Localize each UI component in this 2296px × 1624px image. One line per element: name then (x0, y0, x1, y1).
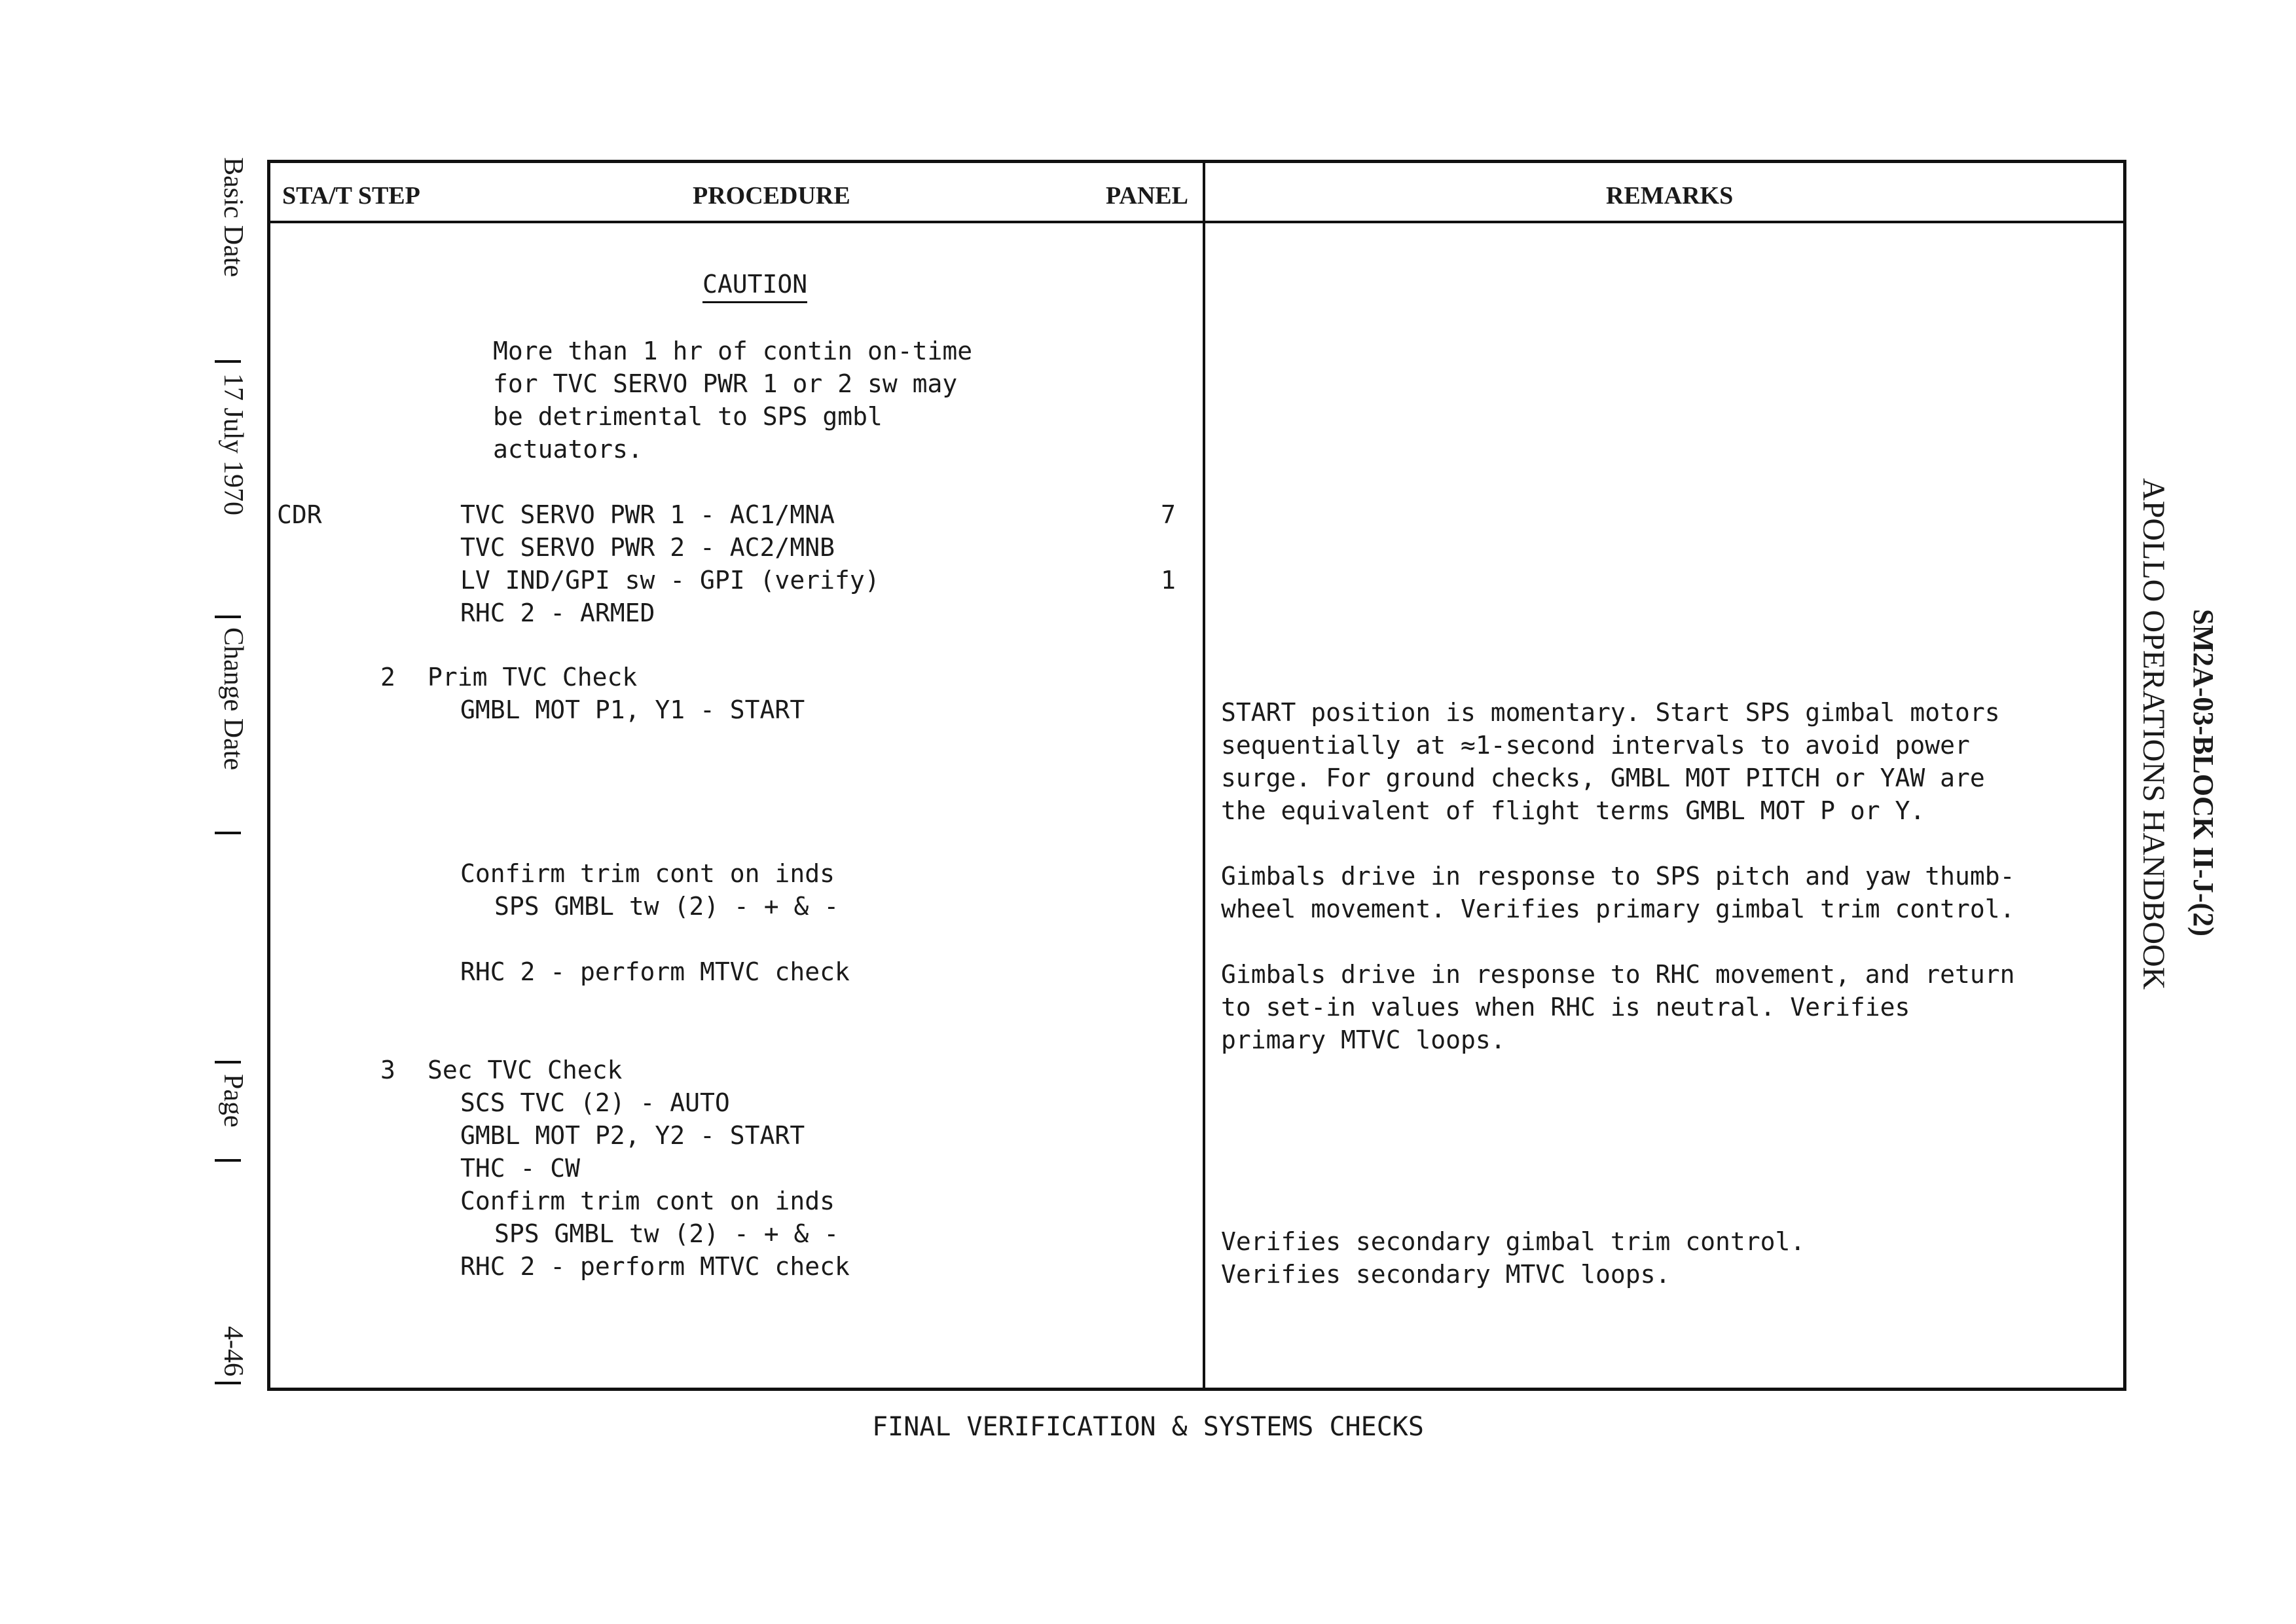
station-cdr: CDR (277, 500, 322, 529)
remark-line: Gimbals drive in response to RHC movement, and return (1221, 960, 2015, 989)
step-number: 2 (380, 663, 395, 692)
step-title: Prim TVC Check (428, 663, 638, 692)
basic-date-underline (215, 616, 241, 618)
remark-line: sequentially at ≈1-second intervals to avoid power (1221, 731, 1970, 760)
procedure-line: Confirm trim cont on inds (460, 859, 835, 888)
procedure-line: TVC SERVO PWR 2 - AC2/MNB (460, 533, 835, 562)
procedure-line: GMBL MOT P1, Y1 - START (460, 695, 805, 724)
procedure-line: RHC 2 - perform MTVC check (460, 1252, 850, 1281)
section-footer: FINAL VERIFICATION & SYSTEMS CHECKS (872, 1412, 1424, 1442)
procedure-line: SPS GMBL tw (2) - + & - (494, 892, 839, 921)
header-procedure: PROCEDURE (693, 182, 850, 210)
procedure-line: THC - CW (460, 1154, 581, 1183)
remark-line: to set-in values when RHC is neutral. Verifies (1221, 993, 1910, 1022)
header-sta-step: STA/T STEP (282, 182, 420, 210)
procedure-line: TVC SERVO PWR 1 - AC1/MNA (460, 500, 835, 529)
remarks-secondary (1221, 1225, 1805, 1291)
remark-line: Verifies secondary gimbal trim control. (1221, 1227, 1806, 1256)
document-number: SM2A-03-BLOCK II-J-(2) (2187, 609, 2219, 936)
page-rule (215, 1159, 241, 1162)
column-divider (1203, 163, 1205, 1388)
page-label: Page (218, 1074, 248, 1128)
page-number: 4-46 (218, 1326, 248, 1376)
step-title: Sec TVC Check (428, 1056, 623, 1084)
caution-line: be detrimental to SPS gmbl (493, 402, 883, 431)
panel-value: 7 (1161, 500, 1176, 529)
change-date-rule (215, 832, 241, 834)
basic-date-label: Basic Date (218, 157, 248, 278)
procedure-line: LV IND/GPI sw - GPI (verify) (460, 566, 880, 595)
step-number: 3 (380, 1056, 395, 1084)
procedure-line: GMBL MOT P2, Y2 - START (460, 1121, 805, 1150)
procedure-line: SCS TVC (2) - AUTO (460, 1088, 730, 1117)
caution-line: More than 1 hr of contin on-time (493, 337, 973, 365)
procedure-line: RHC 2 - perform MTVC check (460, 957, 850, 986)
procedure-line: RHC 2 - ARMED (460, 599, 655, 627)
basic-date-value: 17 July 1970 (218, 373, 248, 516)
remark-line: Gimbals drive in response to SPS pitch and yaw thumb- (1221, 862, 2015, 891)
left-margin (208, 157, 249, 1388)
procedure-table (267, 160, 2126, 1391)
step2-confirm (460, 857, 839, 923)
remark-line: wheel movement. Verifies primary gimbal trim control. (1221, 895, 2015, 923)
basic-date-rule (215, 360, 241, 363)
cdr-procedure (460, 498, 880, 629)
remarks-thumbwheel (1221, 860, 2015, 925)
caution-text (493, 335, 972, 466)
page-underline (215, 1382, 241, 1384)
remarks-start (1221, 696, 2000, 827)
procedure-line: Confirm trim cont on inds (460, 1187, 835, 1215)
remarks-rhc (1221, 958, 2015, 1056)
change-date-underline (215, 1061, 241, 1063)
header-divider (270, 221, 2123, 223)
header-remarks: REMARKS (1606, 182, 1734, 210)
remark-line: START position is momentary. Start SPS gimbal motors (1221, 698, 2000, 727)
header-panel: PANEL (1106, 182, 1188, 210)
caution-title: CAUTION (702, 268, 807, 301)
remark-line: surge. For ground checks, GMBL MOT PITCH or YAW are (1221, 764, 1985, 792)
step3-procedure (460, 1086, 850, 1283)
panel-value: 1 (1161, 566, 1176, 595)
procedure-line: SPS GMBL tw (2) - + & - (494, 1219, 839, 1248)
remark-line: the equivalent of flight terms GMBL MOT P or Y. (1221, 796, 1925, 825)
change-date-label: Change Date (218, 627, 248, 771)
handbook-title: APOLLO OPERATIONS HANDBOOK (2136, 478, 2171, 990)
remark-line: primary MTVC loops. (1221, 1025, 1506, 1054)
remark-line: Verifies secondary MTVC loops. (1221, 1260, 1671, 1289)
caution-line: actuators. (493, 435, 643, 464)
caution-line: for TVC SERVO PWR 1 or 2 sw may (493, 369, 958, 398)
